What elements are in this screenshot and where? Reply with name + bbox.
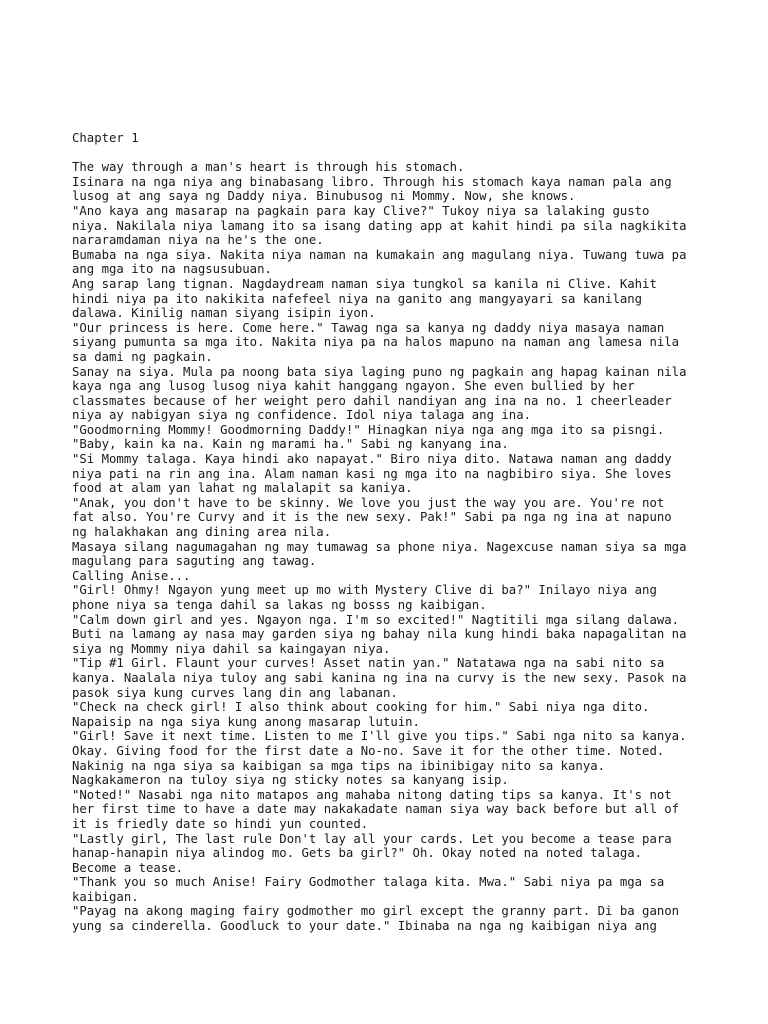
text-line: dalawa. Kinilig naman siyang isipin iyon. bbox=[72, 306, 376, 321]
text-line: "Thank you so much Anise! Fairy Godmother talaga kita. Mwa." Sabi niya pa mga sa bbox=[72, 875, 665, 890]
text-line: Napaisip na nga siya kung anong masarap lutuin. bbox=[72, 714, 420, 729]
text-line: niya ay nabigyan siya ng confidence. Idol niya talaga ang ina. bbox=[72, 408, 532, 423]
document-page bbox=[72, 131, 732, 934]
text-line: kanya. Naalala niya tuloy ang sabi kanina ng ina na curvy is the new sexy. Pasok na bbox=[72, 670, 687, 685]
text-line: siya ng Mommy niya dahil sa kaingayan niya. bbox=[72, 641, 391, 656]
text-line: Bumaba na nga siya. Nakita niya naman na kumakain ang magulang niya. Tuwang tuwa pa bbox=[72, 247, 687, 262]
text-line: The way through a man's heart is through his stomach. bbox=[72, 160, 465, 175]
text-line: niya. Nakilala niya lamang ito sa isang dating app at kahit hindi pa sila nagkikita bbox=[72, 218, 687, 233]
text-line: niya pati na rin ang ina. Alam naman kasi ng mga ito na nagbibiro siya. She loves bbox=[72, 466, 672, 481]
chapter-body bbox=[72, 160, 732, 933]
text-line: Sanay na siya. Mula pa noong bata siya laging puno ng pagkain ang hapag kainan nila bbox=[72, 364, 687, 379]
text-line: "Si Mommy talaga. Kaya hindi ako napayat." Biro niya dito. Natawa naman ang daddy bbox=[72, 452, 672, 467]
text-line: fat also. You're Curvy and it is the new sexy. Pak!" Sabi pa nga ng ina at napuno bbox=[72, 510, 672, 525]
text-line: pasok siya kung curves lang din ang labanan. bbox=[72, 685, 398, 700]
text-line: "Noted!" Nasabi nga nito matapos ang mahaba nitong dating tips sa kanya. It's not bbox=[72, 787, 672, 802]
chapter-title: Chapter 1 bbox=[72, 131, 139, 145]
text-line: kaibigan. bbox=[72, 889, 139, 904]
text-line: "Baby, kain ka na. Kain ng marami ha." Sabi ng kanyang ina. bbox=[72, 437, 509, 452]
text-line: food at alam yan lahat ng malalapit sa kaniya. bbox=[72, 481, 413, 496]
text-line: Okay. Giving food for the first date a No-no. Save it for the other time. Noted. bbox=[72, 743, 665, 758]
text-line: hanap-hanapin niya alindog mo. Gets ba girl?" Oh. Okay noted na noted talaga. bbox=[72, 846, 643, 861]
text-line: classmates because of her weight pero dahil nandiyan ang ina na no. 1 cheerleader bbox=[72, 393, 672, 408]
text-line: her first time to have a date may nakakadate naman siya way back before but all of bbox=[72, 802, 680, 817]
text-line: "Goodmorning Mommy! Goodmorning Daddy!" Hinagkan niya nga ang mga ito sa pisngi. bbox=[72, 422, 665, 437]
text-line: it is friedly date so hindi yun counted. bbox=[72, 816, 369, 831]
text-line: kaya nga ang lusog lusog niya kahit hanggang ngayon. She even bullied by her bbox=[72, 379, 635, 394]
text-line: "Tip #1 Girl. Flaunt your curves! Asset natin yan." Natatawa nga na sabi nito sa bbox=[72, 656, 665, 671]
text-line: ng halakhakan ang dining area nila. bbox=[72, 525, 332, 540]
text-line: Calling Anise... bbox=[72, 568, 191, 583]
text-line: yung sa cinderella. Goodluck to your date." Ibinaba na nga ng kaibigan niya ang bbox=[72, 919, 657, 934]
text-line: "Payag na akong maging fairy godmother mo girl except the granny part. Di ba ganon bbox=[72, 904, 680, 919]
text-line: Become a tease. bbox=[72, 860, 184, 875]
text-line: "Anak, you don't have to be skinny. We love you just the way you are. You're not bbox=[72, 495, 665, 510]
text-line: ang mga ito na nagsusubuan. bbox=[72, 262, 272, 277]
text-line: "Calm down girl and yes. Ngayon nga. I'm so excited!" Nagtitili mga silang dalawa. bbox=[72, 612, 680, 627]
text-line: nararamdaman niya na he's the one. bbox=[72, 233, 324, 248]
text-line: Buti na lamang ay nasa may garden siya ng bahay nila kung hindi baka napagalitan na bbox=[72, 627, 687, 642]
text-line: phone niya sa tenga dahil sa lakas ng bosss ng kaibigan. bbox=[72, 598, 487, 612]
text-line: "Check na check girl! I also think about cooking for him." Sabi niya nga dito. bbox=[72, 700, 650, 715]
text-line: "Girl! Save it next time. Listen to me I'll give you tips." Sabi nga nito sa kanya. bbox=[72, 729, 687, 744]
text-line: Masaya silang nagumagahan ng may tumawag sa phone niya. Nagexcuse naman siya sa mga bbox=[72, 539, 687, 554]
text-line: Ang sarap lang tignan. Nagdaydream naman siya tungkol sa kanila ni Clive. Kahit bbox=[72, 276, 657, 291]
text-line: Isinara na nga niya ang binabasang libro. Through his stomach kaya naman pala ang bbox=[72, 174, 672, 189]
text-line: siyang pumunta sa mga ito. Nakita niya pa na halos mapuno na naman ang lamesa nila bbox=[72, 335, 680, 350]
text-line: lusog at ang saya ng Daddy niya. Binubusog ni Mommy. Now, she knows. bbox=[72, 189, 576, 204]
text-line: sa dami ng pagkain. bbox=[72, 349, 213, 364]
paragraph-spacer bbox=[72, 146, 732, 161]
text-line: Nagkakameron na tuloy siya ng sticky notes sa kanyang isip. bbox=[72, 773, 509, 788]
text-line: magulang para saguting ang tawag. bbox=[72, 554, 317, 569]
text-line: "Lastly girl, The last rule Don't lay all your cards. Let you become a tease para bbox=[72, 831, 672, 846]
text-line: Nakinig na nga siya sa kaibigan sa mga tips na ibinibigay nito sa kanya. bbox=[72, 758, 606, 773]
text-line: "Our princess is here. Come here." Tawag nga sa kanya ng daddy niya masaya naman bbox=[72, 320, 665, 335]
text-line: hindi niya pa ito nakikita nafefeel niya na ganito ang mangyayari sa kanilang bbox=[72, 291, 643, 306]
text-line: "Girl! Ohmy! Ngayon yung meet up mo with Mystery Clive di ba?" Inilayo niya ang bbox=[72, 583, 657, 598]
text-line: "Ano kaya ang masarap na pagkain para kay Clive?" Tukoy niya sa lalaking gusto bbox=[72, 203, 650, 218]
